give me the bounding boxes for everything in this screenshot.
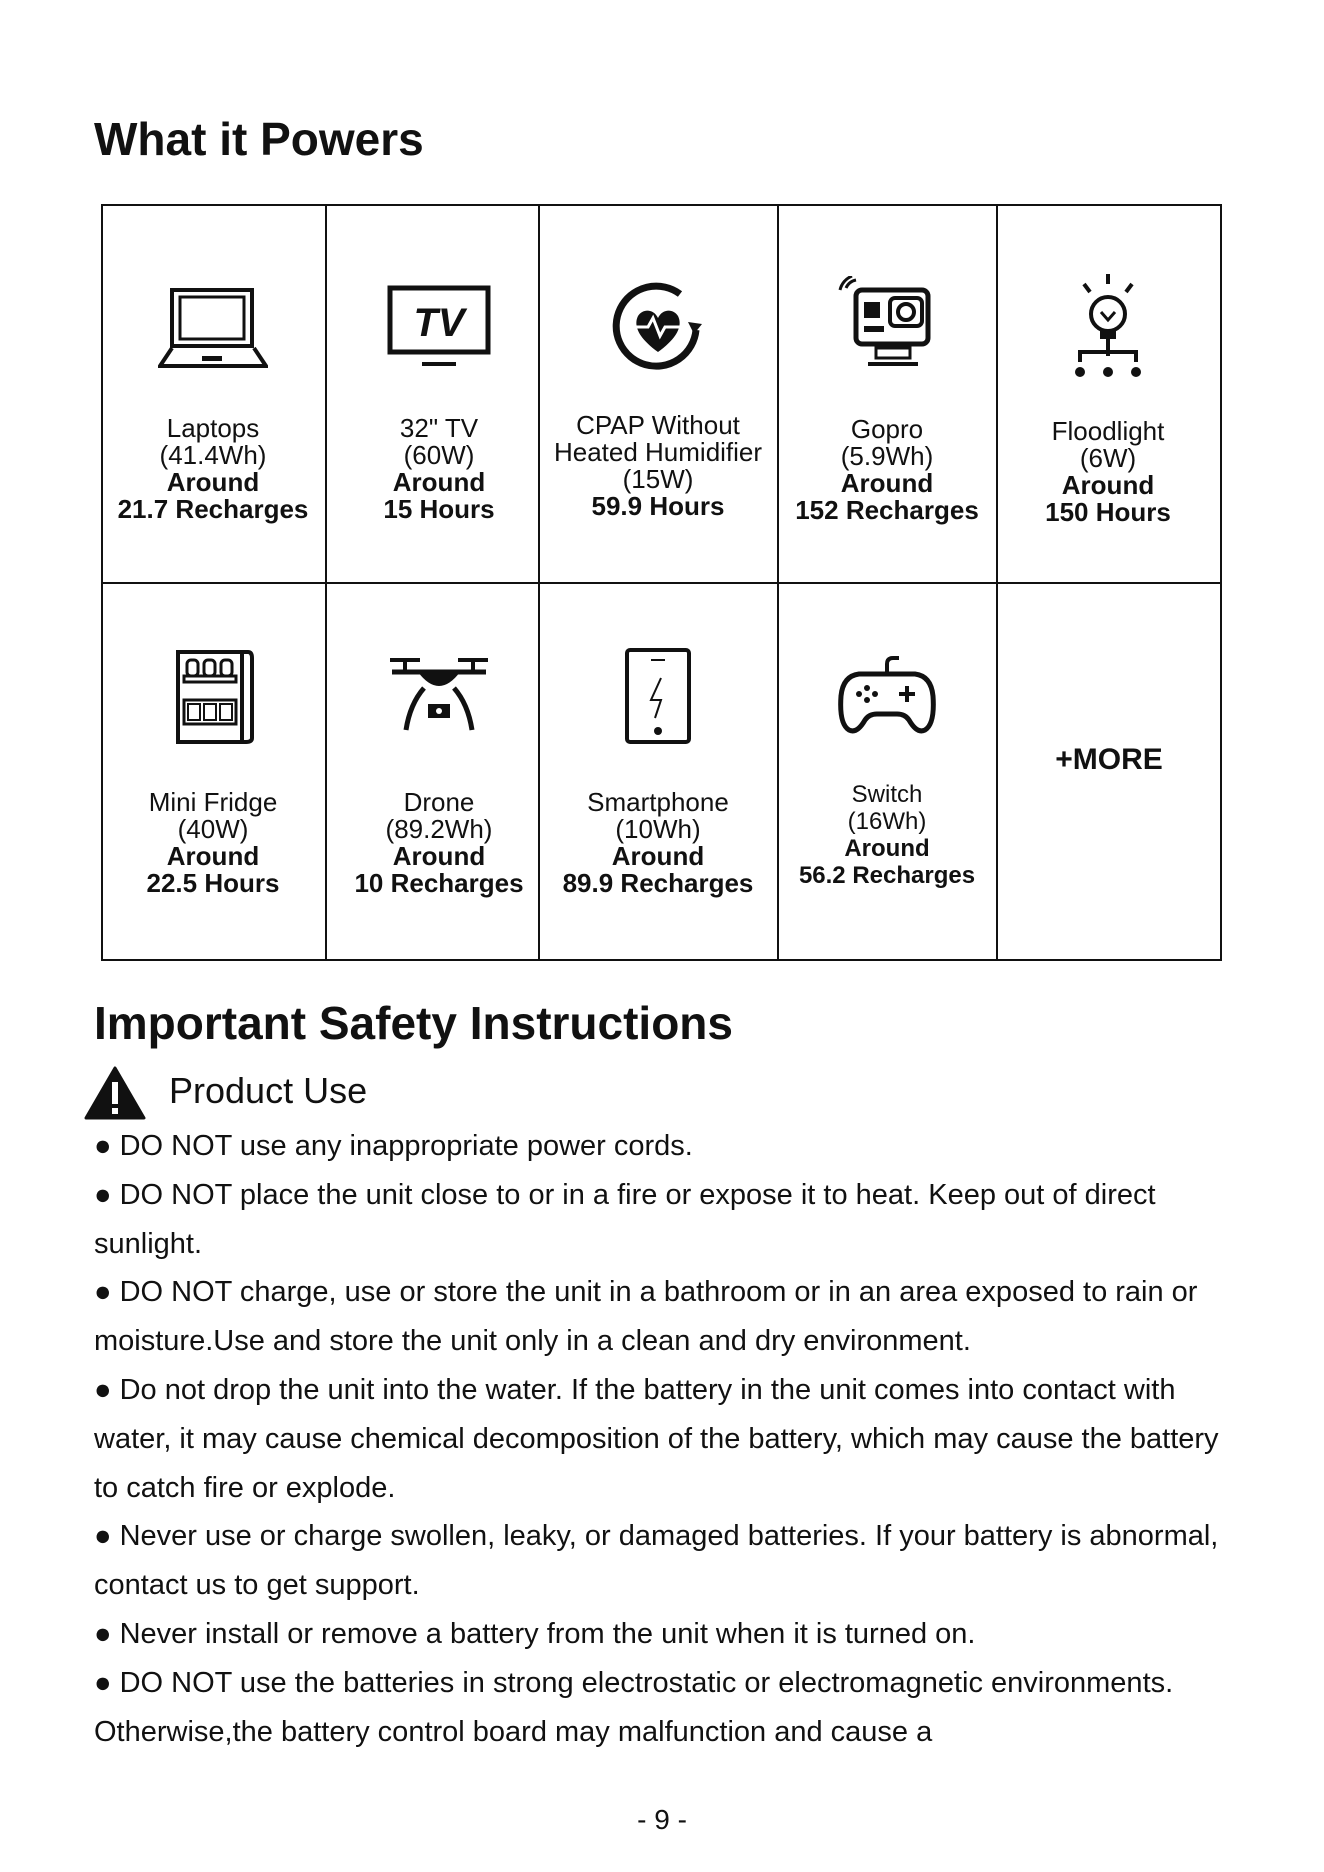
device-around: Around (166, 841, 260, 871)
device-name: Drone (89.2Wh) (385, 787, 493, 844)
device-cell-tv (329, 284, 549, 523)
device-around: Around (392, 467, 486, 497)
device-runtime: 21.7 Recharges (117, 494, 309, 524)
page-heading-what-it-powers: What it Powers (94, 113, 424, 165)
device-name: Switch (16Wh) (847, 781, 927, 835)
device-name: Floodlight (6W) (1051, 416, 1165, 473)
list-item: ● DO NOT place the unit close to or in a fire or expose it to heat. Keep out of direct sunlight. (94, 1178, 1156, 1260)
game-controller-icon (837, 654, 937, 744)
warning-icon (84, 1066, 146, 1120)
more-devices-label: +MORE (1055, 743, 1163, 776)
tv-icon (384, 284, 494, 374)
list-item: ● Never install or remove a battery from the unit when it is turned on. (94, 1617, 976, 1650)
device-around: Around (166, 467, 260, 497)
device-runtime: 89.9 Recharges (562, 868, 754, 898)
device-runtime: 59.9 Hours (591, 491, 725, 521)
table-row-divider (101, 582, 1222, 584)
device-name: CPAP Without Heated Humidifier (15W) (553, 410, 763, 494)
floodlight-icon (1058, 272, 1158, 382)
device-around: Around (611, 841, 705, 871)
device-runtime: 152 Recharges (795, 495, 979, 525)
device-runtime: 15 Hours (383, 494, 495, 524)
list-item: ● Never use or charge swollen, leaky, or damaged batteries. If your battery is abnormal, contact us to get support. (94, 1520, 1219, 1602)
device-cell-laptops (103, 284, 323, 523)
table-column-divider (325, 204, 327, 961)
device-name: Mini Fridge (40W) (148, 787, 278, 844)
gopro-camera-icon (832, 276, 942, 376)
cpap-heart-icon (608, 280, 708, 376)
device-cell-floodlight (998, 272, 1218, 526)
device-cell-gopro (777, 276, 997, 524)
list-item: ● DO NOT use the batteries in strong electrostatic or electromagnetic environments. Otherwise,the battery control board may malfunction and cause a (94, 1666, 1174, 1748)
list-item: ● DO NOT use any inappropriate power cords. (94, 1130, 693, 1162)
smartphone-icon (623, 648, 693, 748)
device-cell-drone (329, 654, 549, 897)
mini-fridge-icon (168, 648, 258, 748)
device-cell-mini-fridge (103, 648, 323, 897)
laptop-icon (158, 284, 268, 374)
device-runtime: 56.2 Recharges (798, 862, 976, 889)
device-around: Around (1061, 470, 1155, 500)
drone-icon (384, 654, 494, 738)
list-item: ● DO NOT charge, use or store the unit in a bathroom or in an area exposed to rain or moisture.Use and store the unit only in a clean and dry environment. (94, 1276, 1198, 1358)
product-use-label: Product Use (169, 1070, 368, 1111)
safety-instructions-list (94, 1122, 1244, 1756)
device-name: Smartphone (10Wh) (587, 787, 729, 844)
device-around: Around (844, 835, 930, 862)
device-runtime: 150 Hours (1045, 497, 1171, 527)
device-name: 32" TV (60W) (399, 413, 479, 470)
page-number: - 9 - (637, 1804, 687, 1835)
device-name: Laptops (41.4Wh) (159, 413, 267, 470)
section-heading-safety: Important Safety Instructions (94, 997, 733, 1049)
device-around: Around (392, 841, 486, 871)
device-cell-cpap (548, 280, 768, 520)
device-cell-switch (777, 654, 997, 889)
device-runtime: 22.5 Hours (146, 868, 280, 898)
list-item: ● Do not drop the unit into the water. If the battery in the unit comes into contact with water, it may cause chemical decomposition of the battery, which may cause the battery to catch fire or explode. (94, 1373, 1219, 1504)
svg-text:TV: TV (413, 301, 465, 345)
device-around: Around (840, 468, 934, 498)
device-runtime: 10 Recharges (354, 868, 524, 898)
device-name: Gopro (5.9Wh) (840, 414, 934, 471)
device-cell-smartphone (548, 648, 768, 897)
